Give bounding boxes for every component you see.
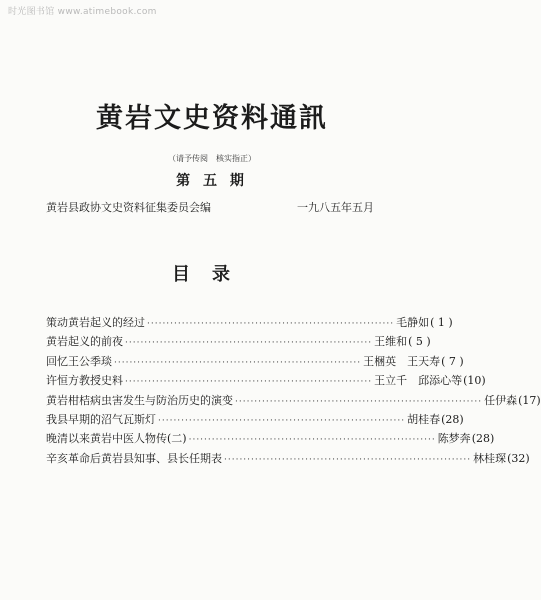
toc-entry-title: 策动黄岩起义的经过 [46,316,145,329]
toc-entry-page: (28) [471,432,495,446]
leader-dots: ································································ [114,357,362,368]
toc-entry-author: 陈梦奔 [437,432,471,446]
publication-title: 黄岩文史资料通訊 [96,103,328,134]
toc-entry-title: 晚清以来黄岩中医人物传(二) [46,432,187,446]
toc-entry-page: (10) [463,374,486,388]
toc-entry-author: 王立千 邱添心等 [374,374,463,388]
leader-dots: ································································ [147,319,395,329]
circulation-note: （请予传阅 核实指正） [168,154,256,163]
toc-entry-author: 王维和 [374,335,408,349]
toc-entry-page: ( 1 ) [430,316,453,329]
toc-entry-page: (28) [441,412,464,426]
toc-entry-title: 我县早期的沼气瓦斯灯 [46,412,156,426]
leader-dots: ································································ [158,415,406,426]
toc-entry [46,392,541,411]
toc-entry [46,333,431,352]
toc-entry-title: 黄岩柑桔病虫害发生与防治历史的演变 [46,393,233,407]
toc-entry-title: 辛亥革命后黄岩县知事、县长任期表 [46,451,222,465]
leader-dots: ································································ [224,454,472,465]
toc-entry-author: 任伊森 [484,393,518,407]
toc-entry-title: 黄岩起义的前夜 [46,335,123,349]
toc-entry-page: ( 5 ) [408,335,431,349]
toc-entry [46,450,530,469]
toc-entry-page: (17) [518,393,541,407]
toc-entry-title: 回忆王公季琰 [46,354,112,368]
editor-line: 黄岩县政协文史资料征集委员会编 [46,201,211,214]
toc-entry-page: (32) [507,451,530,465]
leader-dots: ································································ [188,435,436,446]
toc-entry-author: 毛静如 [396,316,430,329]
toc-entry-author: 林桂琛 [473,451,507,465]
toc-entry-title: 许恒方教授史料 [46,374,123,388]
leader-dots: ································································ [235,396,483,407]
publication-date: 一九八五年五月 [297,201,374,214]
leader-dots: ································································ [125,338,373,349]
toc-entry-author: 胡桂春 [407,412,441,426]
toc-entry-page: ( 7 ) [441,354,464,368]
toc-entry [46,411,464,430]
toc-entry [46,314,453,333]
watermark-text: 时光图书馆 www.atimebook.com [8,7,157,17]
toc-entry [46,430,495,449]
toc-entry [46,372,486,391]
leader-dots: ································································ [125,377,373,388]
toc-entry-author: 王梱英 王天寿 [363,354,441,368]
toc-entry [46,353,464,372]
table-of-contents [46,314,541,469]
issue-number: 第 五 期 [176,173,248,189]
toc-heading: 目录 [172,264,252,285]
